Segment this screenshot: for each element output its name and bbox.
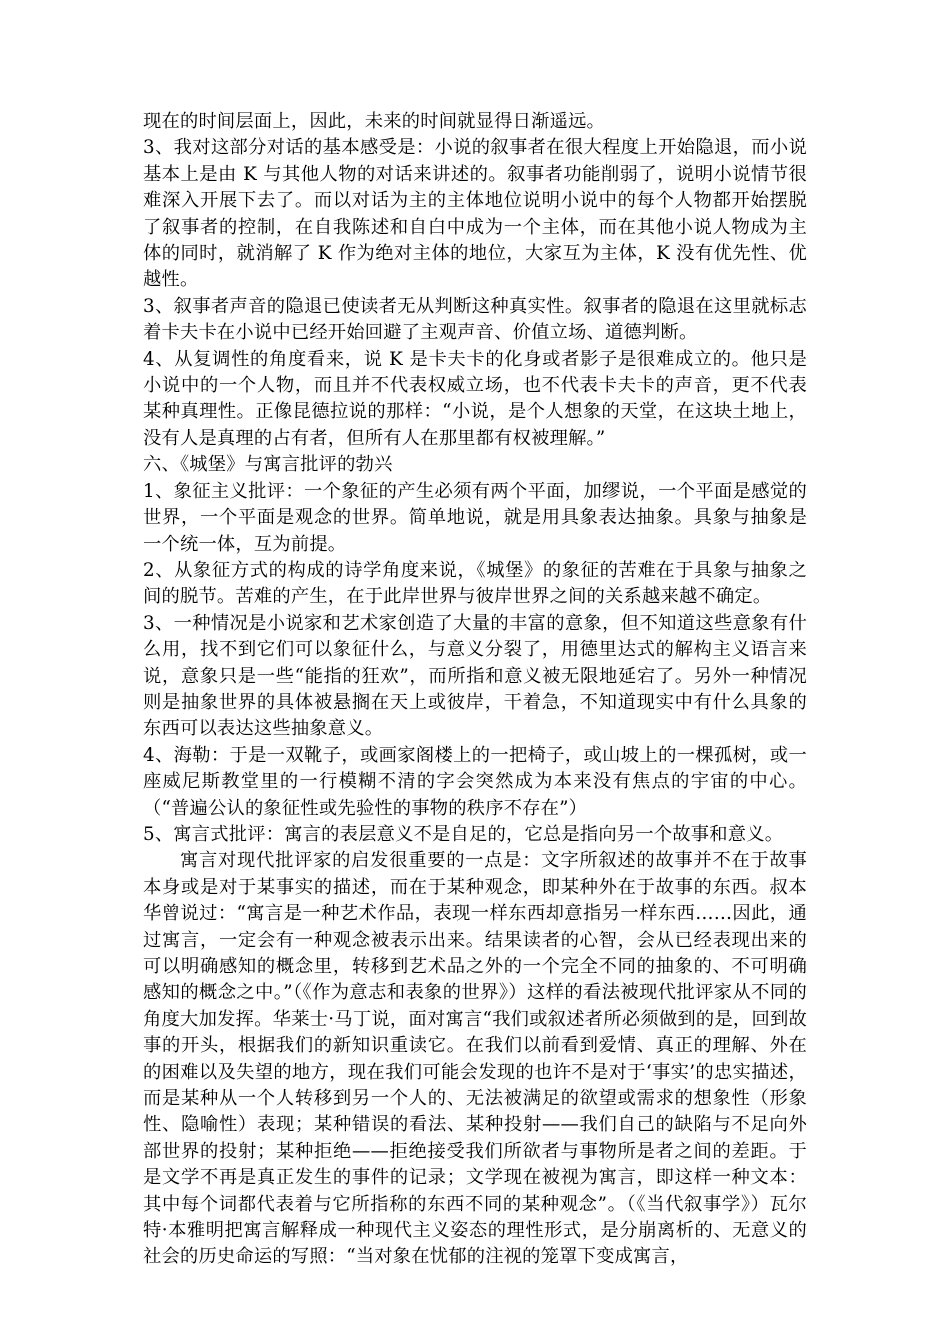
paragraph: 现在的时间层面上，因此，未来的时间就显得日渐遥远。 — [143, 111, 606, 132]
section-heading: 六、《城堡》与寓言批评的勃兴 — [143, 454, 393, 476]
paragraph: 3、我对这部分对话的基本感受是：小说的叙事者在很大程度上开始隐退，而小说基本上是由 K 与其他人物的对话来讲述的。叙事者功能削弱了，说明小说情节很难深入开展下去了。而以对话为主的主体地位说明小说中的每个人物都开始摆脱了叙事者的控制，在自我陈述和自白中成为一个主体，而在其他小说人物成为主体的同时，就消解了 K 作为绝对主体的地位，大家互为主体，K 没有优先性、优越性。 — [143, 137, 807, 291]
paragraph: 1、象征主义批评：一个象征的产生必须有两个平面，加缪说，一个平面是感觉的世界，一个平面是观念的世界。简单地说，就是用具象表达抽象。具象与抽象是一个统一体，互为前提。 — [143, 480, 807, 555]
paragraph: 2、从象征方式的构成的诗学角度来说，《城堡》的象征的苦难在于具象与抽象之间的脱节。苦难的产生，在于此岸世界与彼岸世界之间的关系越来越不确定。 — [143, 559, 807, 608]
document-page — [143, 109, 807, 1271]
paragraph: 4、从复调性的角度看来，说 K 是卡夫卡的化身或者影子是很难成立的。他只是小说中的一个人物，而且并不代表权威立场，也不代表卡夫卡的声音，更不代表某种真理性。正像昆德拉说的那样：“小说，是个人想象的天堂，在这块土地上，没有人是真理的占有者，但所有人在那里都有权被理解。” — [143, 348, 807, 449]
paragraph: 3、叙事者声音的隐退已使读者无从判断这种真实性。叙事者的隐退在这里就标志着卡夫卡在小说中已经开始回避了主观声音、价值立场、道德判断。 — [143, 295, 807, 344]
paragraph: 3、一种情况是小说家和艺术家创造了大量的丰富的意象，但不知道这些意象有什么用，找不到它们可以象征什么，与意义分裂了，用德里达式的解构主义语言来说，意象只是一些“能指的狂欢”，而所指和意义被无限地延宕了。另外一种情况则是抽象世界的具体被悬搁在天上或彼岸，干着急，不知道现实中有什么具象的东西可以表达这些抽象意义。 — [143, 612, 807, 740]
paragraph: 5、寓言式批评：寓言的表层意义不是自足的，它总是指向另一个故事和意义。 — [143, 823, 784, 845]
paragraph: 4、海勒：于是一双靴子，或画家阁楼上的一把椅子，或山坡上的一棵孤树，或一座威尼斯教堂里的一行模糊不清的字会突然成为本来没有焦点的宇宙的中心。（“普遍公认的象征性或先验性的事物的秩序不存在”） — [143, 744, 807, 819]
paragraph: 寓言对现代批评家的启发很重要的一点是：文字所叙述的故事并不在于故事本身或是对于某事实的描述，而在于某种观念，即某种外在于故事的东西。叔本华曾说过：“寓言是一种艺术作品，表现一样东西却意指另一样东西……因此，通过寓言，一定会有一种观念被表示出来。结果读者的心智，会从已经表现出来的可以明确感知的概念里，转移到艺术品之外的一个完全不同的抽象的、不可明确感知的概念之中。”（《作为意志和表象的世界》）这样的看法被现代批评家从不同的角度大加发挥。华莱士·马丁说，面对寓言“我们或叙述者所必须做到的是，回到故事的开头，根据我们的新知识重读它。在我们以前看到爱情、真正的理解、外在的困难以及失望的地方，现在我们可能会发现的也许不是对于‘事实’的忠实描述，而是某种从一个人转移到另一个人的、无法被满足的欲望或需求的想象性（形象性、隐喻性）表现；某种错误的看法、某种投射——我们自己的缺陷与不足向外部世界的投射；某种拒绝——拒绝接受我们所欲者与事物所是者之间的差距。于是文学不再是真正发生的事件的记录；文学现在被视为寓言，即这样一种文本：其中每个词都代表着与它所指称的东西不同的某种观念”。（《当代叙事学》）瓦尔特·本雅明把寓言解释成一种现代主义姿态的理性形式，是分崩离析的、无意义的社会的历史命运的写照：“当对象在忧郁的注视的笼罩下变成寓言， — [143, 850, 807, 1268]
